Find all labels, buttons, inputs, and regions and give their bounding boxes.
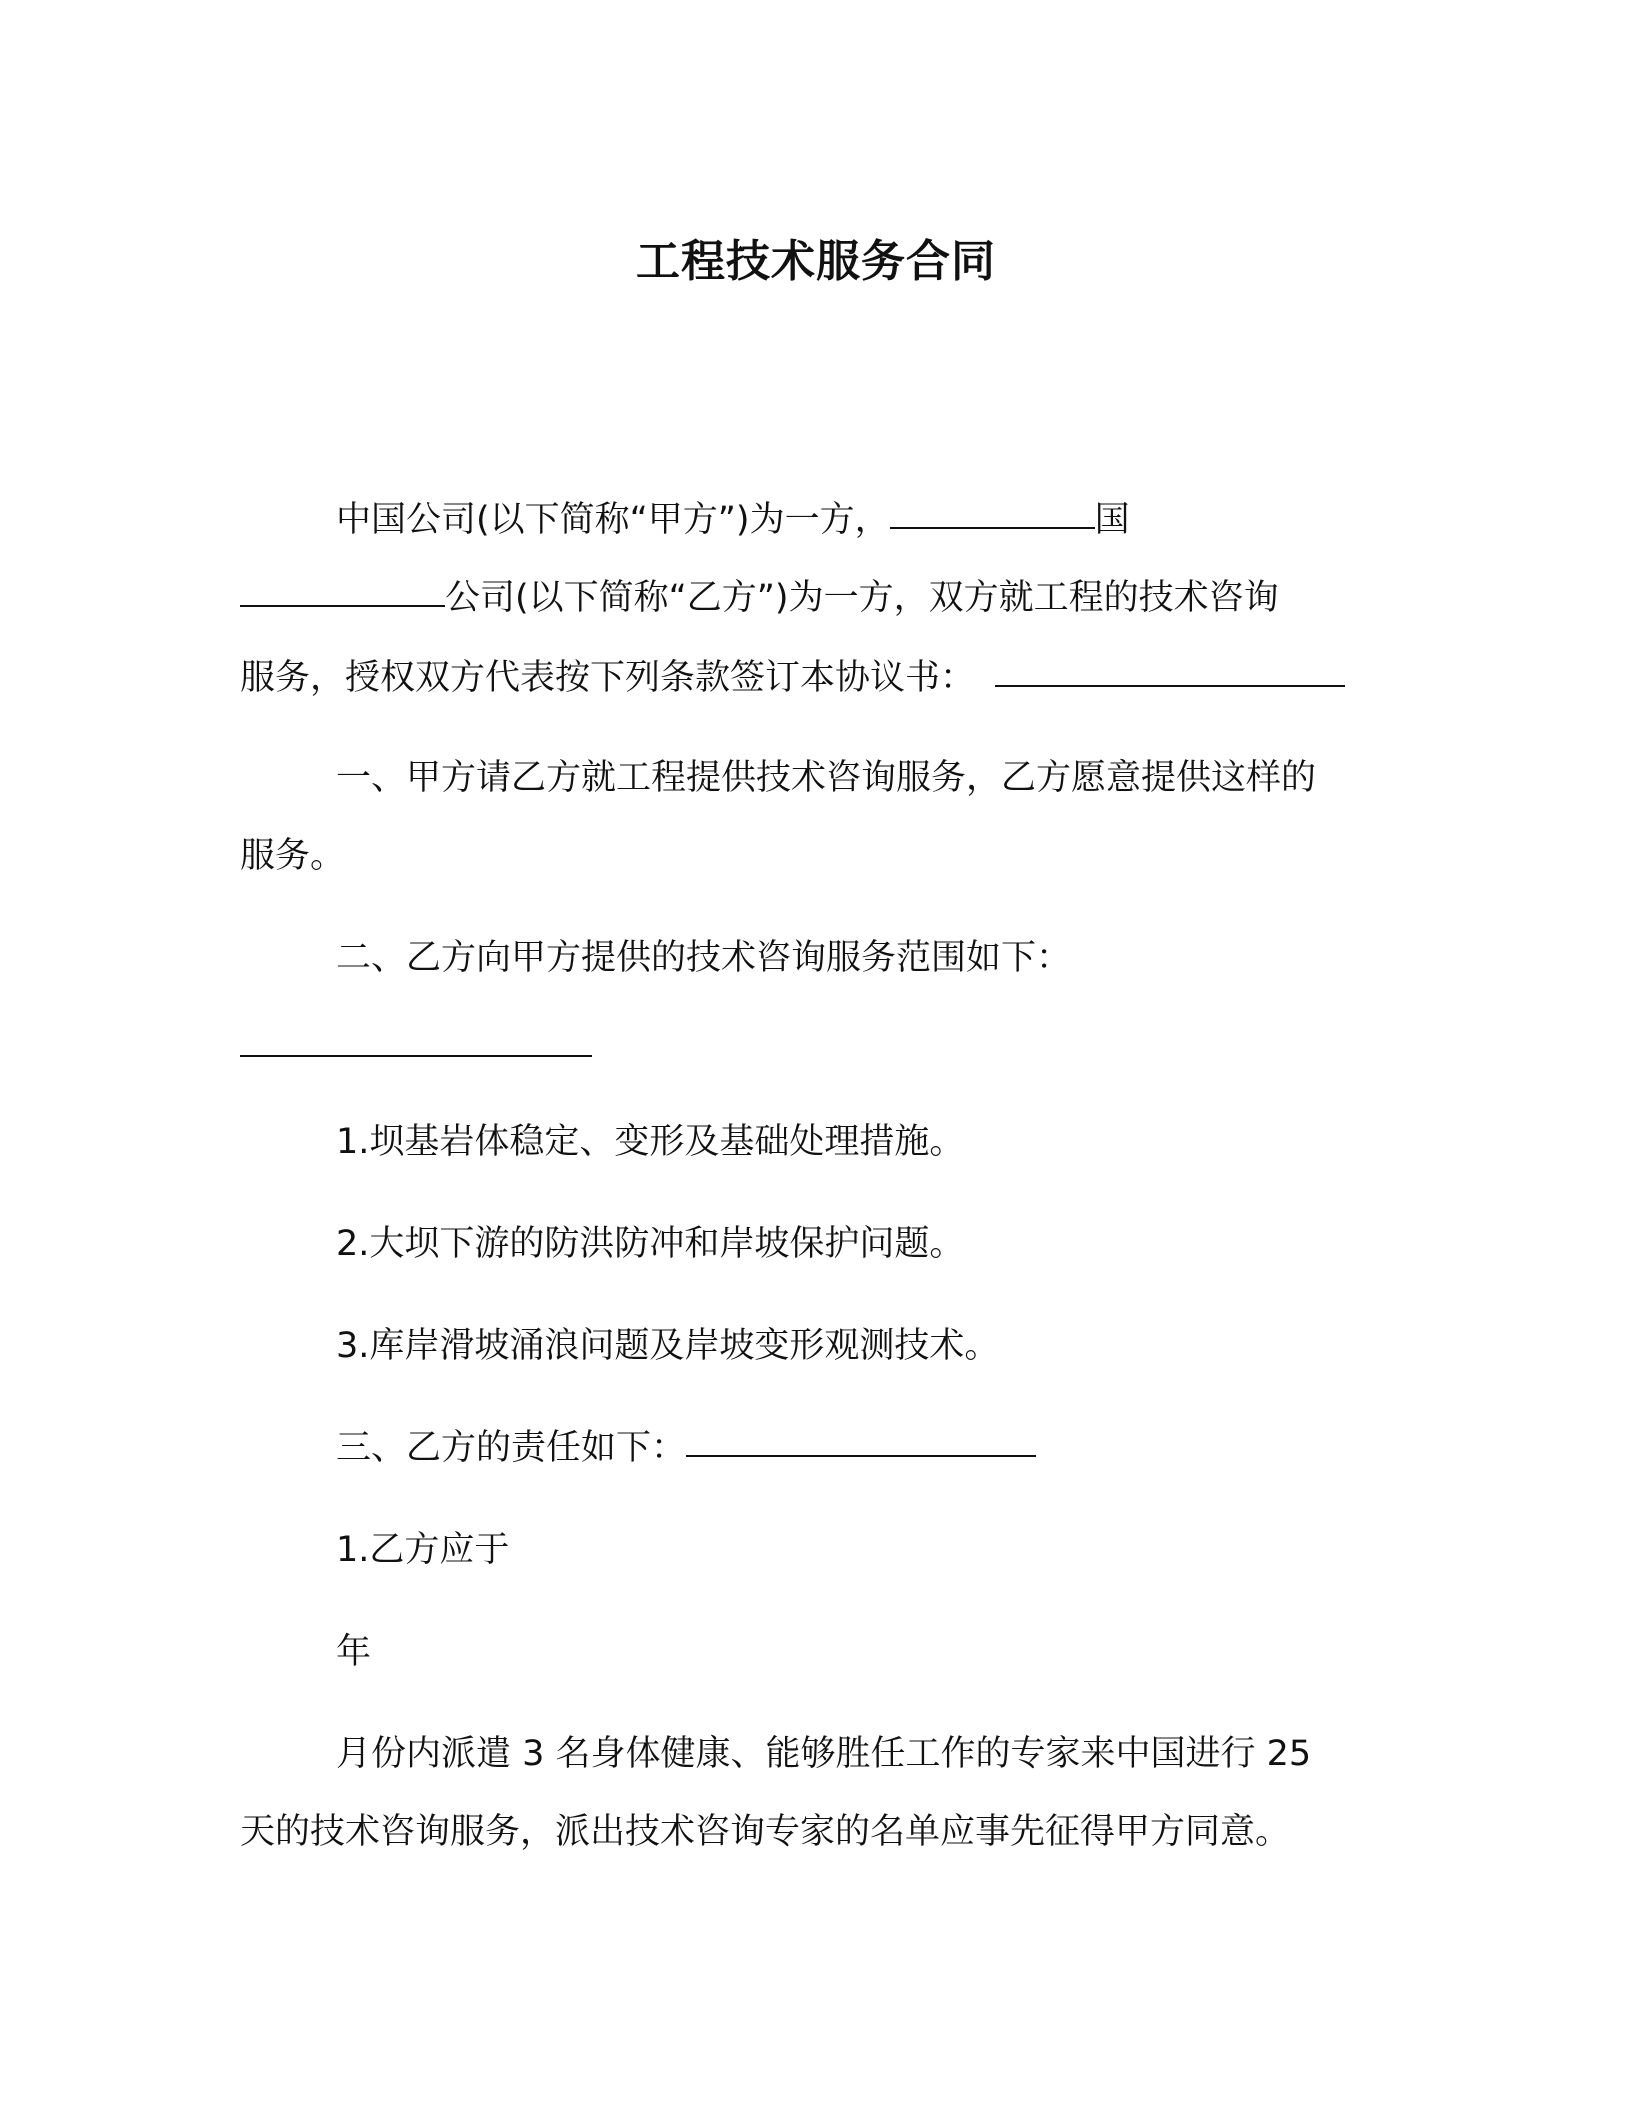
clause-2-blank bbox=[240, 1010, 1380, 1087]
intro-line-3 bbox=[240, 640, 1380, 717]
blank-line bbox=[240, 1055, 592, 1057]
blank-line bbox=[995, 685, 1345, 687]
clause-3-item-1-b: 年 bbox=[336, 1632, 372, 1672]
blank-line bbox=[890, 527, 1095, 529]
clause-2-heading: 二、乙方向甲方提供的技术咨询服务范围如下： bbox=[336, 938, 1072, 978]
intro-line-2-text: 公司(以下简称“乙方”)为一方，双方就工程的技术咨询 bbox=[445, 578, 1279, 618]
intro-line-1 bbox=[336, 482, 1476, 559]
clause-3-item-1-c-line-2: 天的技术咨询服务，派出技术咨询专家的名单应事先征得甲方同意。 bbox=[240, 1812, 1291, 1852]
intro-line-1-text: 中国公司(以下简称“甲方”)为一方， bbox=[336, 500, 890, 540]
intro-line-2 bbox=[240, 560, 1380, 637]
blank-line bbox=[686, 1455, 1036, 1457]
clause-2-item-2: 2.大坝下游的防洪防冲和岸坡保护问题。 bbox=[336, 1224, 965, 1264]
intro-line-3-text: 服务，授权双方代表按下列条款签订本协议书： bbox=[240, 658, 976, 698]
blank-line bbox=[240, 605, 445, 607]
clause-1-line-2: 服务。 bbox=[240, 836, 346, 876]
clause-3-heading-text: 三、乙方的责任如下： bbox=[336, 1428, 687, 1468]
clause-3-heading bbox=[336, 1410, 1476, 1487]
intro-line-1-country: 国 bbox=[1094, 500, 1130, 540]
clause-2-item-1: 1.坝基岩体稳定、变形及基础处理措施。 bbox=[336, 1122, 965, 1162]
clause-3-item-1-a: 1.乙方应于 bbox=[336, 1530, 510, 1570]
clause-1-line-1: 一、甲方请乙方就工程提供技术咨询服务，乙方愿意提供这样的 bbox=[336, 758, 1317, 798]
clause-3-item-1-c-line-1: 月份内派遣 3 名身体健康、能够胜任工作的专家来中国进行 25 bbox=[336, 1734, 1312, 1774]
document-title: 工程技术服务合同 bbox=[636, 236, 996, 287]
clause-2-item-3: 3.库岸滑坡涌浪问题及岸坡变形观测技术。 bbox=[336, 1326, 1000, 1366]
